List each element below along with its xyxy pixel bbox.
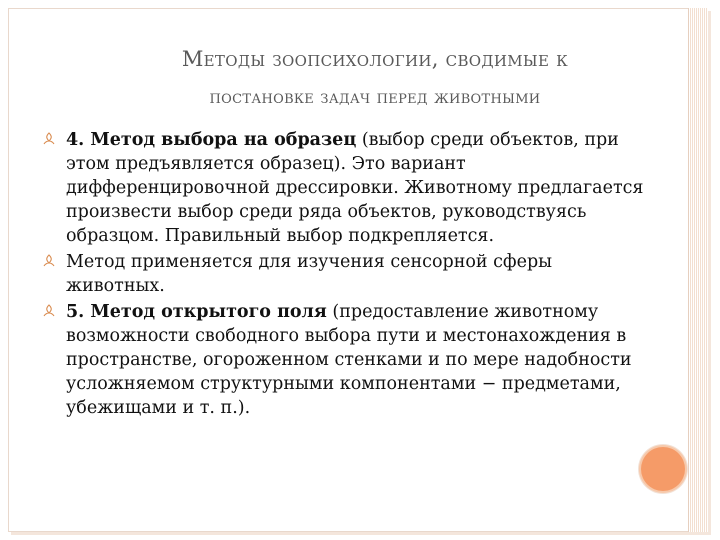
slide-title [0,44,720,112]
item-heading: 4. Метод выбора на образец [66,130,357,150]
title-line-1: Методы зоопсихологии, сводимые к [181,47,569,71]
bullet-list [42,128,652,422]
list-item [42,300,652,420]
item-heading: 5. Метод открытого поля [66,302,327,322]
list-item [42,128,652,248]
list-item [42,250,652,298]
item-text: (выбор среди объектов, при этом предъявляется образец). Это вариант дифференцировочной дрессировки. Животному предлагается произвести выбор среди ряда объектов, руководствуясь образцом. Правильный выбор подкрепляется. [66,130,644,246]
item-text: Метод применяется для изучения сенсорной сферы животных. [66,252,553,296]
title-line-2: постановке задач перед животными [209,86,541,108]
petal-bullet-icon [42,304,56,318]
decorative-circle [641,447,685,491]
petal-bullet-icon [42,254,56,268]
item-text: (предоставление животному возможности свободного выбора пути и местонахождения в пространстве, огороженном стенками и по мере надобности усложняемом структурными компонентами − предметами, убежищами и т. п.). [66,302,632,418]
petal-bullet-icon [42,132,56,146]
